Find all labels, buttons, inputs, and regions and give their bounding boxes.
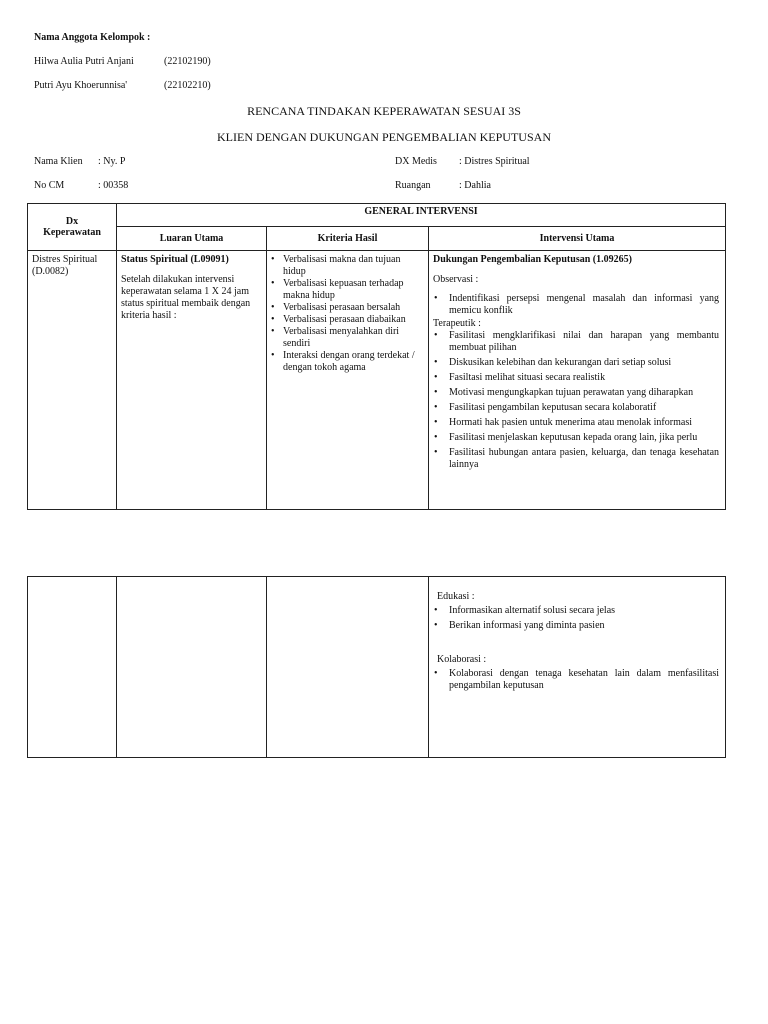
dx-cell-empty [28,577,117,758]
list-item: • Verbalisasi makna dan tujuan hidup [269,254,422,278]
kriteria-cell [267,251,429,510]
dx-medis-value: : Distres Spiritual [459,156,530,167]
terapeutik-label: Terapeutik : [433,318,481,329]
dx-header-line1: Dx [65,216,79,227]
dx-header-line2: Keperawatan [43,227,101,238]
observasi-list [433,293,719,317]
dx-medis-label: DX Medis [395,156,437,167]
list-item: • Fasiltasi melihat situasi secara realistik [433,372,719,384]
member-id: (22102190) [164,56,211,67]
document-title: RENCANA TINDAKAN KEPERAWATAN SESUAI 3S [247,104,521,118]
kolaborasi-label: Kolaborasi : [437,654,487,665]
observasi-label: Observasi : [433,274,479,285]
member-name: Hilwa Aulia Putri Anjani [34,56,134,67]
list-item: • Verbalisasi perasaan diabaikan [269,314,422,326]
kriteria-cell-empty [267,577,429,758]
intervention-table [27,203,726,510]
list-item: • Berikan informasi yang diminta pasien [433,620,719,632]
edukasi-label: Edukasi : [437,591,475,602]
kriteria-list [269,254,422,374]
list-item: • Interaksi dengan orang terdekat / dengan tokoh agama [269,350,422,374]
intervensi-header: Intervensi Utama [429,227,726,251]
list-item: • Diskusikan kelebihan dan kekurangan dari setiap solusi [433,357,719,369]
terapeutik-list [433,330,719,471]
intervention-table-continued [27,576,726,758]
kolaborasi-list [433,668,719,692]
dx-header [28,204,117,251]
intervensi-title: Dukungan Pengembalian Keputusan (1.09265) [433,254,632,265]
luaran-title: Status Spiritual (L09091) [121,254,229,265]
no-cm-value: : 00358 [98,180,129,191]
dx-name: Distres Spiritual [32,254,98,265]
ruangan-label: Ruangan [395,180,431,191]
dx-cell [28,251,117,510]
luaran-cell [117,251,267,510]
luaran-cell-empty [117,577,267,758]
list-item: • Fasilitasi mengklarifikasi nilai dan harapan yang membantu membuat pilihan [433,330,719,354]
intervensi-cell-continued [429,577,726,758]
list-item: • Hormati hak pasien untuk menerima atau menolak informasi [433,417,719,429]
dx-code: (D.0082) [32,266,69,277]
nama-klien-value: : Ny. P [98,156,126,167]
list-item: • Verbalisasi kepuasan terhadap makna hidup [269,278,422,302]
luaran-header: Luaran Utama [117,227,267,251]
ruangan-value: : Dahlia [459,180,491,191]
list-item: • Indentifikasi persepsi mengenal masalah dan informasi yang memicu konflik [433,293,719,317]
document-subtitle: KLIEN DENGAN DUKUNGAN PENGEMBALIAN KEPUTUSAN [217,130,551,144]
list-item: • Verbalisasi menyalahkan diri sendiri [269,326,422,350]
list-item: • Kolaborasi dengan tenaga kesehatan lain dalam menfasilitasi pengambilan keputusan [433,668,719,692]
kriteria-header: Kriteria Hasil [267,227,429,251]
list-item: • Fasilitasi pengambilan keputusan secara kolaboratif [433,402,719,414]
group-heading: Nama Anggota Kelompok : [34,32,151,43]
member-id: (22102210) [164,80,211,91]
list-item: • Verbalisasi perasaan bersalah [269,302,422,314]
list-item: • Fasilitasi hubungan antara pasien, keluarga, dan tenaga kesehatan lainnya [433,447,719,471]
general-intervensi-header: GENERAL INTERVENSI [117,204,726,227]
member-name: Putri Ayu Khoerunnisa' [34,80,128,91]
list-item: • Fasilitasi menjelaskan keputusan kepada orang lain, jika perlu [433,432,719,444]
intervensi-cell [429,251,726,510]
list-item: • Motivasi mengungkapkan tujuan perawatan yang diharapkan [433,387,719,399]
edukasi-list [433,605,719,632]
luaran-text: Setelah dilakukan intervensi keperawatan selama 1 X 24 jam status spiritual membaik dengan kriteria hasil : [121,274,251,321]
list-item: • Informasikan alternatif solusi secara jelas [433,605,719,617]
no-cm-label: No CM [34,180,65,191]
nama-klien-label: Nama Klien [34,156,83,167]
